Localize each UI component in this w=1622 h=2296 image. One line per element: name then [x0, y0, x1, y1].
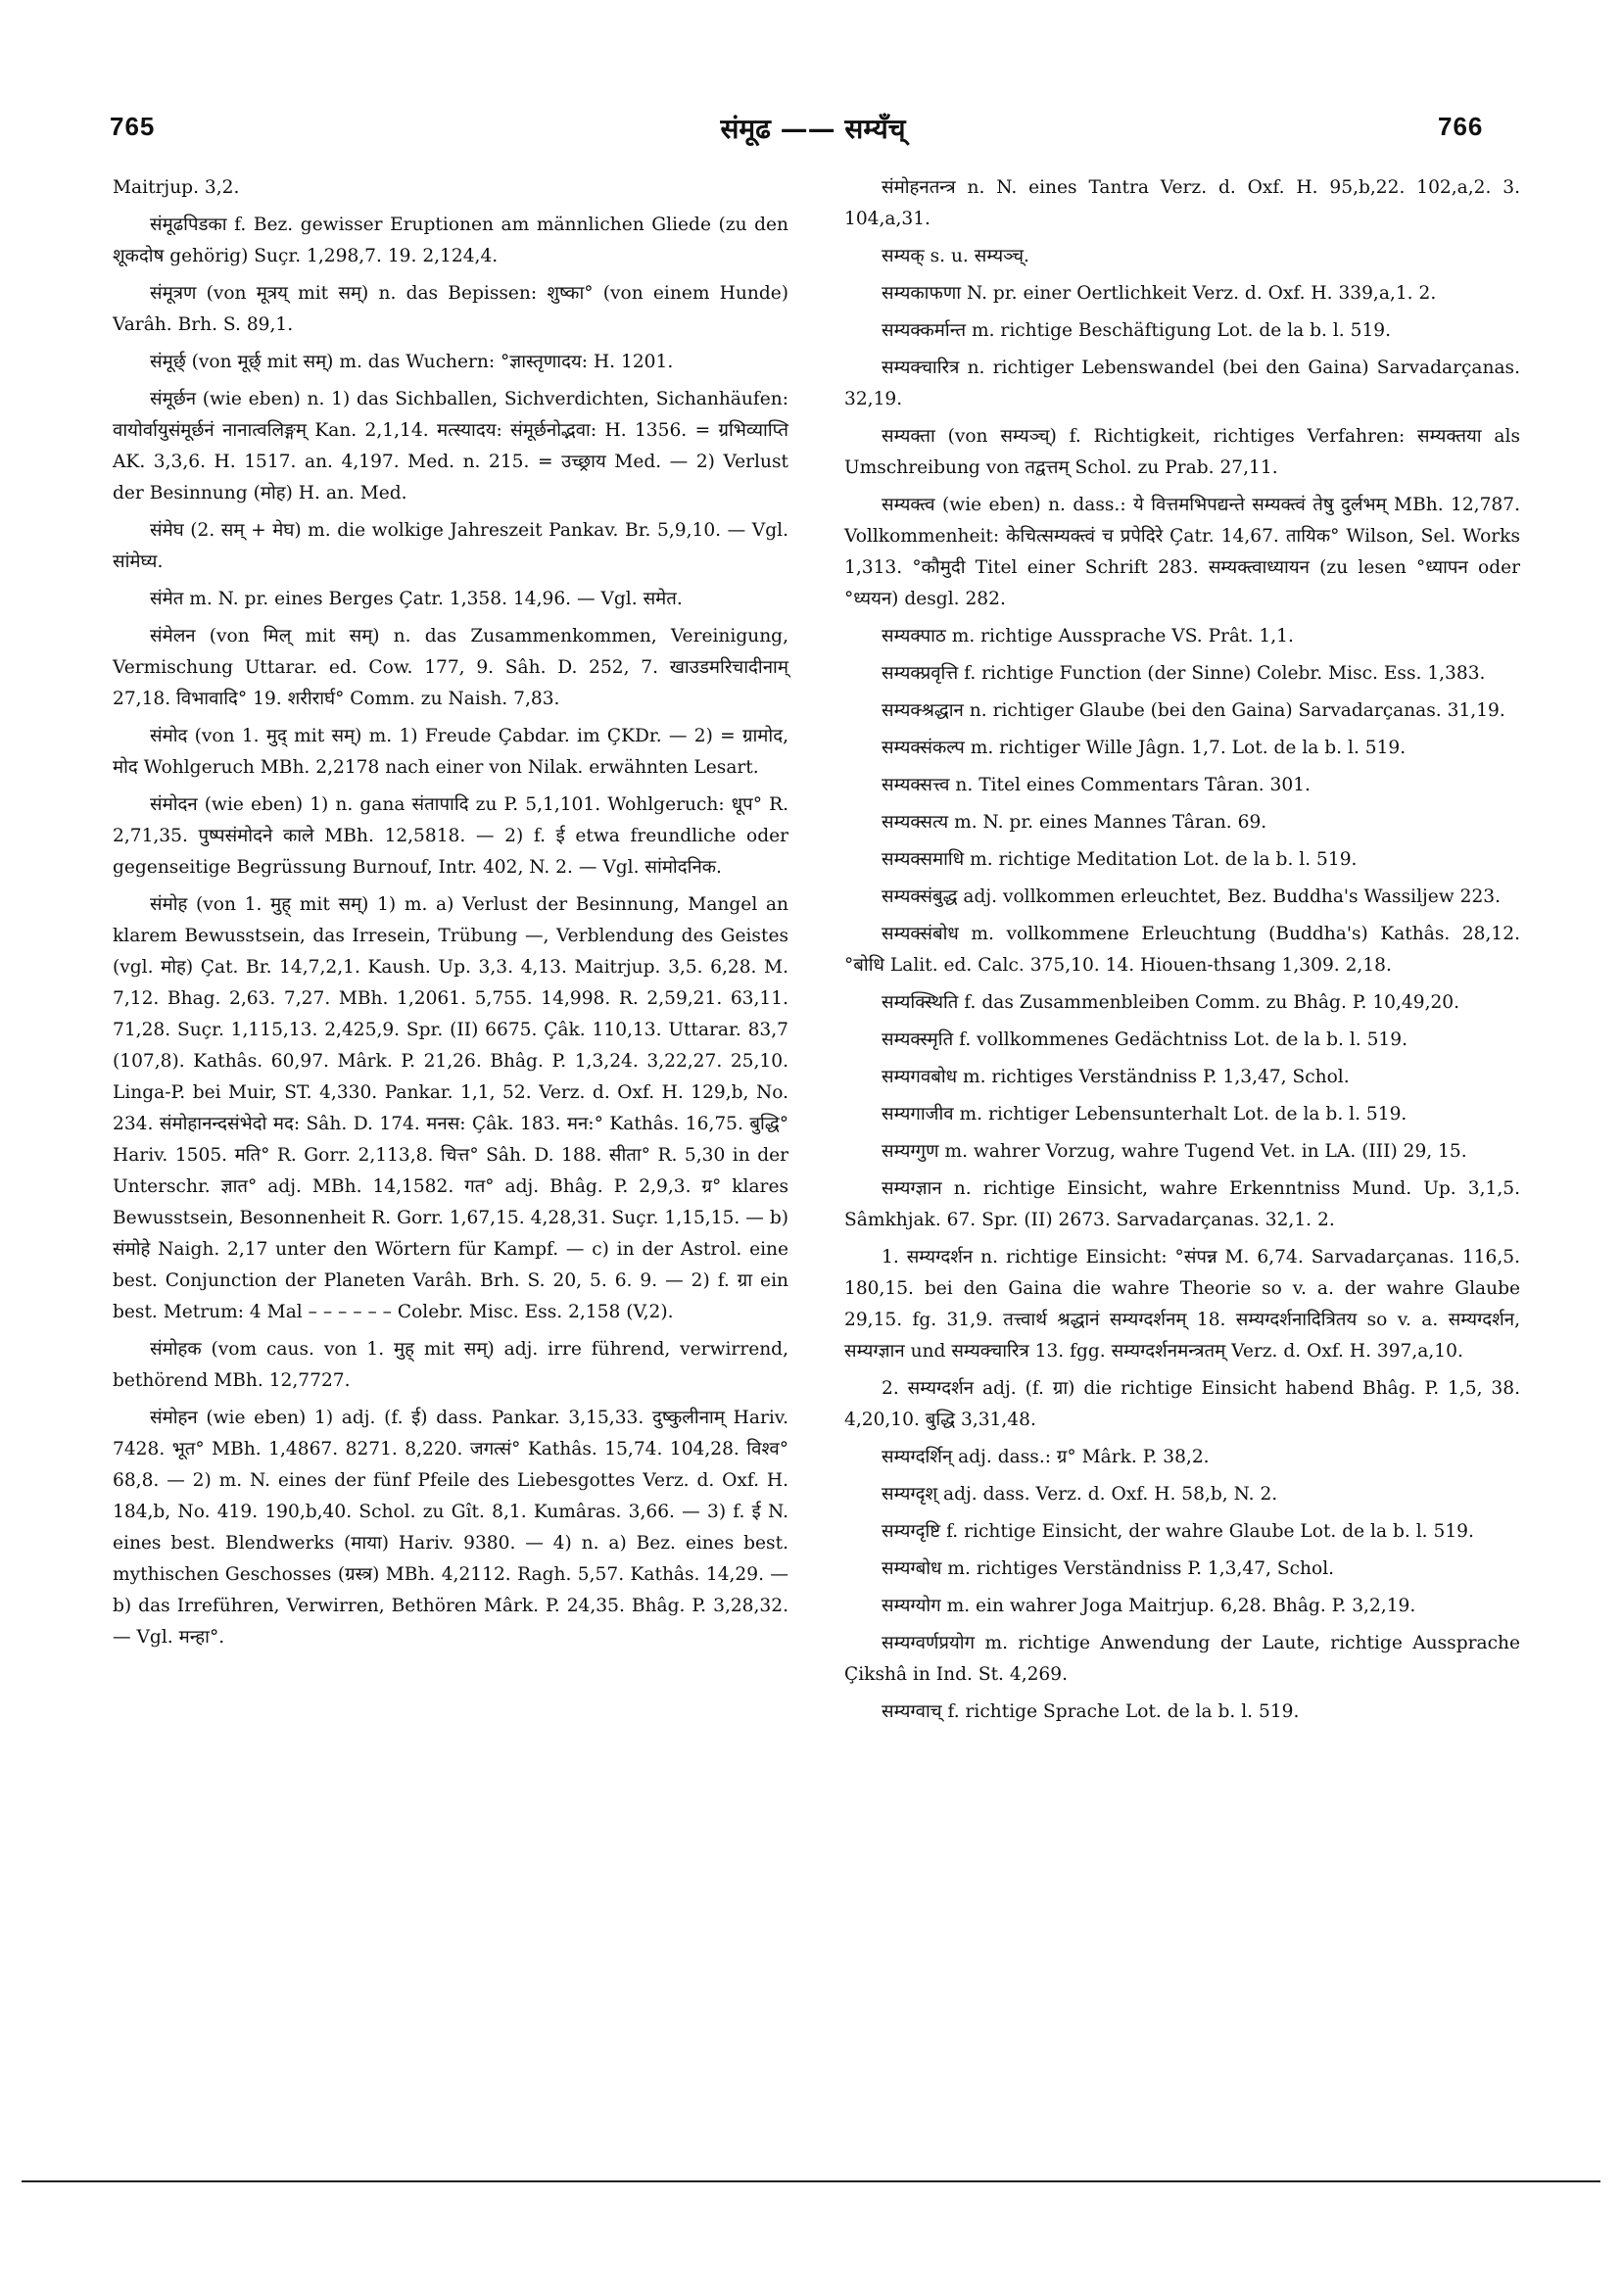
dictionary-entry: संमूर्छन (wie eben) n. 1) das Sichballen, Sichverdichten, Sichanhäufen: वायोर्वायुसंमूर्छनं नानात्वलिङ्गम् Kan. 2,1,14. मत्स्यादय: संमूर्छनोद्भवा: H. 1356. = ग्रभिव्याप्ति AK. 3,3,6. H. 1517. an. 4,197. Med. n. 215. = उच्छ्राय Med. — 2) Verlust der Besinnung (मोह) H. an. Med.: [113, 389, 788, 503]
dictionary-entry: सम्यग्वर्णप्रयोग m. richtige Anwendung der Laute, richtige Aussprache Çikshâ in Ind. St. 4,269.: [844, 1633, 1520, 1685]
dictionary-entry: सम्यग्ज्ञान n. richtige Einsicht, wahre Erkenntniss Mund. Up. 3,1,5. Sâmkhjak. 67. Spr. (II) 2673. Sarvadarçanas. 32,1. 2.: [844, 1178, 1520, 1230]
running-title: संमूढ —— सम्यँच्: [720, 113, 906, 145]
dictionary-entry: संमोहनतन्त्र n. N. eines Tantra Verz. d. Oxf. H. 95,b,22. 102,a,2. 3. 104,a,31.: [844, 177, 1520, 229]
dictionary-entry: संमूर्छ् (von मूर्छ् mit सम्) m. das Wuchern: °ज्ञास्तृणादय: H. 1201.: [150, 352, 674, 372]
dictionary-entry: सम्यग्दृश् adj. dass. Verz. d. Oxf. H. 58,b, N. 2.: [882, 1484, 1278, 1505]
dictionary-entry: संमेघ (2. सम् + मेघ) m. die wolkige Jahreszeit Pankav. Br. 5,9,10. — Vgl. सांमेघ्य.: [113, 520, 788, 572]
dictionary-entry: संमूढपिडका f. Bez. gewisser Eruptionen am männlichen Gliede (zu den शूकदोष gehörig) Suçr. 1,298,7. 19. 2,124,4.: [113, 215, 788, 266]
dictionary-entry: सम्यग्बोध m. richtiges Verständniss P. 1,3,47, Schol.: [882, 1558, 1335, 1579]
dictionary-entry: सम्यक्समाधि m. richtige Meditation Lot. de la b. l. 519.: [882, 849, 1358, 870]
footer-rule: [22, 2180, 1600, 2182]
dictionary-entry: सम्यग्दर्शिन् adj. dass.: ग्र° Mârk. P. 38,2.: [882, 1447, 1210, 1467]
dictionary-entry: संमोद (von 1. मुद् mit सम्) m. 1) Freude Çabdar. im ÇKDr. — 2) = ग्रामोद, मोद Wohlgeruch MBh. 2,2178 nach einer von Nilak. erwähnten Lesart.: [113, 726, 788, 778]
dictionary-entry: संमोहन (wie eben) 1) adj. (f. ई) dass. Pankar. 3,15,33. दुष्कुलीनाम् Hariv. 7428. भूत° MBh. 1,4867. 8271. 8,220. जगत्सं° Kathâs. 15,74. 104,28. विश्व° 68,8. — 2) m. N. eines der fünf Pfeile des Liebesgottes Verz. d. Oxf. H. 184,b, No. 419. 190,b,40. Schol. zu Gît. 8,1. Kumâras. 3,66. — 3) f. ई N. eines best. Blendwerks (माया) Hariv. 9380. — 4) n. a) Bez. eines best. mythischen Geschosses (ग्रस्त्र) MBh. 4,2112. Ragh. 5,57. Kathâs. 14,29. — b) das Irreführen, Verwirren, Bethören Mârk. P. 24,35. Bhâg. P. 3,28,32. — Vgl. मन्हा°.: [113, 1408, 788, 1648]
dictionary-entry: सम्यक्कर्मान्त m. richtige Beschäftigung Lot. de la b. l. 519.: [882, 320, 1392, 341]
dictionary-entry: सम्यक्पाठ m. richtige Aussprache VS. Prât. 1,1.: [882, 626, 1294, 646]
left-column: [113, 172, 788, 1659]
right-column: [844, 172, 1520, 1734]
dictionary-entry: सम्यक्संबुद्ध adj. vollkommen erleuchtet, Bez. Buddha's Wassiljew 223.: [882, 886, 1502, 907]
page-number-right: 766: [1438, 112, 1484, 141]
dictionary-entry: संमूत्रण (von मूत्रय् mit सम्) n. das Bepissen: शुष्का° (von einem Hunde) Varâh. Brh. S. 89,1.: [113, 283, 788, 335]
dictionary-entry: 2. सम्यग्दर्शन adj. (f. ग्रा) die richtige Einsicht habend Bhâg. P. 1,5, 38. 4,20,10. बुद्धि 3,31,48.: [844, 1378, 1520, 1430]
dictionary-entry: संमेत m. N. pr. eines Berges Çatr. 1,358. 14,96. — Vgl. समेत.: [150, 589, 683, 609]
dictionary-entry: सम्यग्योग m. ein wahrer Joga Maitrjup. 6,28. Bhâg. P. 3,2,19.: [882, 1596, 1416, 1616]
dictionary-entry: सम्यगाजीव m. richtiger Lebensunterhalt Lot. de la b. l. 519.: [882, 1104, 1407, 1124]
dictionary-entry: सम्यक्स्थिति f. das Zusammenbleiben Comm. zu Bhâg. P. 10,49,20.: [882, 992, 1460, 1013]
dictionary-entry: संमेलन (von मिल् mit सम्) n. das Zusammenkommen, Vereinigung, Vermischung Uttarar. ed. Cow. 177, 9. Sâh. D. 252, 7. खाउडमरिचादीनाम् 27,18. विभावादि° 19. शरीरार्घ° Comm. zu Naish. 7,83.: [113, 626, 788, 709]
dictionary-entry: सम्यक्चारित्र n. richtiger Lebenswandel (bei den Gaina) Sarvadarçanas. 32,19.: [844, 358, 1520, 409]
page-number-left: 765: [110, 112, 156, 141]
dictionary-entry: सम्यक्सत्त्व n. Titel eines Commentars Târan. 301.: [882, 775, 1311, 795]
dictionary-entry: सम्यग्वाच् f. richtige Sprache Lot. de la b. l. 519.: [882, 1701, 1300, 1722]
dictionary-entry: सम्यक्स्मृति f. vollkommenes Gedächtniss Lot. de la b. l. 519.: [882, 1029, 1407, 1050]
dictionary-entry: संमोह (von 1. मुह् mit सम्) 1) m. a) Verlust der Besinnung, Mangel an klarem Bewusstsein, das Irresein, Trübung —, Verblendung des Geistes (vgl. मोह) Çat. Br. 14,7,2,1. Kaush. Up. 3,3. 4,13. Maitrjup. 3,5. 6,28. M. 7,12. Bhag. 2,63. 7,27. MBh. 1,2061. 5,755. 14,998. R. 2,59,21. 63,11. 71,28. Suçr. 1,115,13. 2,425,9. Spr. (II) 6675. Çâk. 110,13. Uttarar. 83,7 (107,8). Kathâs. 60,97. Mârk. P. 21,26. Bhâg. P. 1,3,24. 3,22,27. 25,10. Linga-P. bei Muir, ST. 4,330. Pankar. 1,1, 52. Verz. d. Oxf. H. 129,b, No. 234. संमोहानन्दसंभेदो मद: Sâh. D. 174. मनस: Çâk. 183. मन:° Kathâs. 16,75. बुद्धि° Hariv. 1505. मति° R. Gorr. 2,113,8. चित्त° Sâh. D. 188. सीता° R. 5,30 in der Unterschr. ज्ञात° adj. MBh. 14,1582. गत° adj. Bhâg. P. 2,9,3. ग्र° klares Bewusstsein, Besonnenheit R. Gorr. 1,67,15. 4,28,31. Suçr. 1,15,15. — b) संमोहे Naigh. 2,17 unter den Wörtern für Kampf. — c) in der Astrol. eine best. Conjunction der Planeten Varâh. Brh. S. 20, 5. 6. 9. — 2) f. ग्रा ein best. Metrum: 4 Mal – – – – – – Colebr. Misc. Ess. 2,158 (V,2).: [113, 894, 788, 1322]
dictionary-entry: सम्यक् s. u. सम्यञ्च्.: [882, 246, 1029, 266]
dictionary-entry: सम्यक्संकल्प m. richtiger Wille Jâgn. 1,7. Lot. de la b. l. 519.: [882, 738, 1407, 758]
dictionary-entry: सम्यक्प्रवृत्ति f. richtige Function (der Sinne) Colebr. Misc. Ess. 1,383.: [882, 663, 1486, 684]
dictionary-entry: संमोदन (wie eben) 1) n. gana संतापादि zu P. 5,1,101. Wohlgeruch: धूप° R. 2,71,35. पुष्पसंमोदने काले MBh. 12,5818. — 2) f. ई etwa freundliche oder gegenseitige Begrüssung Burnouf, Intr. 402, N. 2. — Vgl. सांमोदनिक.: [113, 794, 788, 878]
dictionary-entry: संमोहक (vom caus. von 1. मुह् mit सम्) adj. irre führend, verwirrend, bethörend MBh. 12,7727.: [113, 1339, 788, 1391]
dictionary-entry: सम्यग्दृष्टि f. richtige Einsicht, der wahre Glaube Lot. de la b. l. 519.: [882, 1521, 1474, 1542]
dictionary-entry: सम्यक्संबोध m. vollkommene Erleuchtung (Buddha's) Kathâs. 28,12. °बोधि Lalit. ed. Calc. 375,10. 14. Hiouen-thsang 1,309. 2,18.: [844, 924, 1520, 976]
dictionary-entry: सम्यक्त्व (wie eben) n. dass.: ये वित्तमभिपद्यन्ते सम्यक्त्वं तेषु दुर्लभम् MBh. 12,787. Vollkommenheit: केचित्सम्यक्त्वं च प्रपेदिरे Çatr. 14,67. तायिक° Wilson, Sel. Works 1,313. °कौमुदी Titel einer Schrift 283. सम्यक्त्वाध्यायन (zu lesen °ध्यापन oder °ध्ययन) desgl. 282.: [844, 495, 1520, 609]
dictionary-entry: सम्यग्गुण m. wahrer Vorzug, wahre Tugend Vet. in LA. (III) 29, 15.: [882, 1141, 1467, 1162]
dictionary-entry: Maitrjup. 3,2.: [113, 177, 240, 198]
dictionary-entry: सम्यकाफणा N. pr. einer Oertlichkeit Verz. d. Oxf. H. 339,a,1. 2.: [882, 283, 1437, 304]
dictionary-entry: सम्यक्श्रद्धान n. richtiger Glaube (bei den Gaina) Sarvadarçanas. 31,19.: [882, 700, 1505, 721]
dictionary-entry: सम्यगवबोध m. richtiges Verständniss P. 1,3,47, Schol.: [882, 1067, 1350, 1087]
dictionary-entry: 1. सम्यग्दर्शन n. richtige Einsicht: °संपन्न M. 6,74. Sarvadarçanas. 116,5. 180,15. bei den Gaina die wahre Theorie so v. a. der wahre Glaube 29,15. fg. 31,9. तत्त्वार्थ श्रद्धानं सम्यग्दर्शनम् 18. सम्यग्दर्शनादित्रितय so v. a. सम्यग्दर्शन, सम्यग्ज्ञान und सम्यक्चारित्र 13. fgg. सम्यग्दर्शनमन्त्रतम् Verz. d. Oxf. H. 397,a,10.: [844, 1247, 1520, 1362]
dictionary-entry: सम्यक्ता (von सम्यञ्च्) f. Richtigkeit, richtiges Verfahren: सम्यक्तया als Umschreibung von तद्वत्तम् Schol. zu Prab. 27,11.: [844, 426, 1520, 478]
dictionary-entry: सम्यक्सत्य m. N. pr. eines Mannes Târan. 69.: [882, 812, 1267, 833]
